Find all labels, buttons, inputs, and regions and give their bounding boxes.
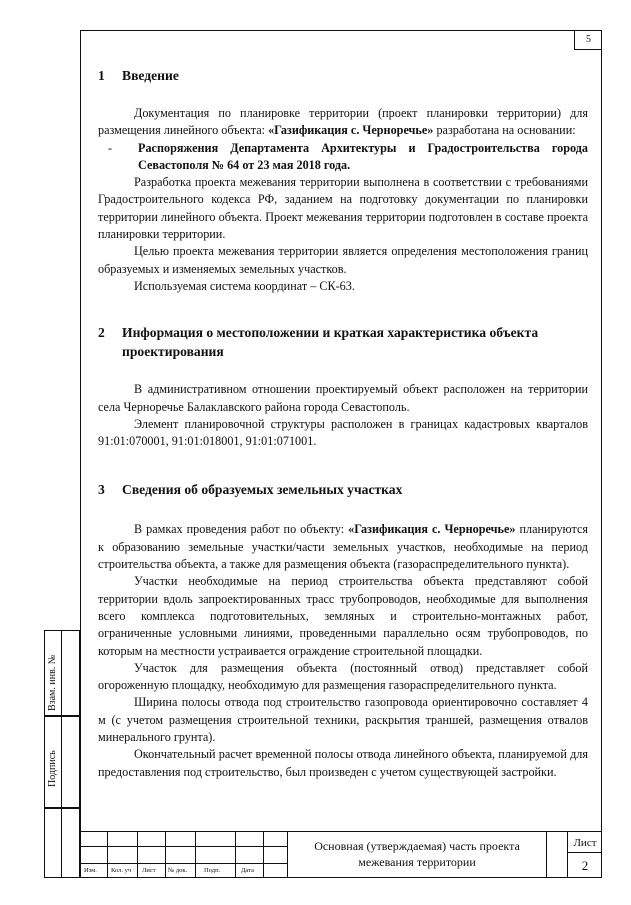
text-run: В рамках проведения работ по объекту: [134, 522, 349, 537]
section-2-paragraph-1: В административном отношении проектируемый объект расположен на территории села Черноречье Балаклавского района города Севастополь. [98, 382, 588, 414]
object-name-bold: «Газификация с. Черноречье» [348, 522, 516, 537]
section-3-paragraph-2: Участки необходимые на период строительства объекта представляют собой территории вдоль запроектированных трасс трубопроводов, необходимые для выполнения всего комплекса подготовительных, земляных и строительно-монтажных работ, ограниченные условными линиями, проведенными параллельно осям трубопроводов, по которым на местности устраивается ограждение строительной площадки. [98, 574, 588, 658]
col-label-doc-number: № док. [168, 867, 188, 874]
section-3-number: 3 [98, 482, 105, 498]
title-block [80, 831, 602, 878]
col-label-signature: Подп. [204, 867, 221, 874]
section-3-paragraph-4: Ширина полосы отвода под строительство газопровода ориентировочно составляет 4 м (с учетом размещения строительной техники, раскрытия траншей, размещения отвалов минерального грунта). [98, 695, 588, 745]
section-3-paragraph-5: Окончательный расчет временной полосы отвода линейного объекта, планируемой для предоставления под строительство, был произведен с учетом существующей застройки. [98, 747, 588, 779]
section-3-paragraph-3: Участок для размещения объекта (постоянный отвод) представляет собой огороженную площадку, необходимую для размещения газораспределительного пункта. [98, 660, 588, 693]
section-3-paragraph-1 [98, 521, 588, 573]
section-2-paragraph-2: Элемент планировочной структуры расположен в границах кадастровых кварталов 91:01:070001, 91:01:018001, 91:01:071001. [98, 416, 588, 449]
bullet-text: Распоряжения Департамента Архитектуры и Градостроительства города Севастополя № 64 от 23 мая 2018 года. [138, 140, 588, 172]
col-label-count: Кол. уч [111, 867, 132, 874]
section-2-heading [98, 323, 588, 361]
section-1-paragraph-4: Используемая система координат – СК-63. [134, 278, 355, 293]
side-stamp-label: Взам. инв. № [47, 654, 58, 711]
section-1-paragraph-3: Целью проекта межевания территории является определения местоположения границ образуемых и изменяемых земельных участков. [98, 244, 588, 276]
sheet-number: 2 [581, 858, 589, 873]
object-name-bold: «Газификация с. Черноречье» [268, 123, 434, 138]
side-stamp-label: Подпись [47, 750, 58, 787]
col-label-date: Дата [241, 867, 254, 874]
section-1-paragraph-2: Разработка проекта межевания территории выполнена в соответствии с требованиями Градостроительного кодекса РФ, заданием на подготовку документации по планировки территории линейного объекта. Проект межевания территории подготовлен в составе проекта планировки территории. [98, 175, 588, 242]
page-number-top: 5 [574, 30, 602, 50]
section-1-number: 1 [98, 68, 105, 83]
sheet-label: Лист [573, 837, 597, 849]
document-title: Основная (утверждаемая) часть проекта межевания территории [314, 839, 520, 869]
section-1-heading [98, 66, 588, 85]
side-stamp-replacement-inventory [44, 630, 80, 716]
section-2-title: Информация о местоположении и краткая характеристика объекта проектирования [122, 325, 539, 360]
bullet-item [98, 140, 588, 175]
section-3-title: Сведения об образуемых земельных участках [122, 482, 403, 498]
col-label-change: Изм. [84, 867, 97, 874]
col-label-sheet: Лист [142, 867, 156, 874]
section-2-number: 2 [98, 325, 105, 341]
section-3-heading [98, 480, 588, 499]
section-1-title: Введение [122, 68, 179, 83]
side-stamp-blank [44, 808, 80, 878]
section-1-paragraph-1 [98, 105, 588, 140]
text-run: разработана на основании: [433, 123, 576, 138]
text-run: Документация по планировке территории (проект планировки территории) для размещения линейного объекта: [98, 106, 588, 138]
text-run: планируются к образованию земельные участки/части земельных участков, необходимые на период строительства объекта, а также для размещения объекта (газораспределительного пункта). [98, 522, 588, 572]
document-body [98, 66, 588, 781]
bullet-dash: - [108, 140, 113, 155]
side-stamp-signature [44, 716, 80, 808]
